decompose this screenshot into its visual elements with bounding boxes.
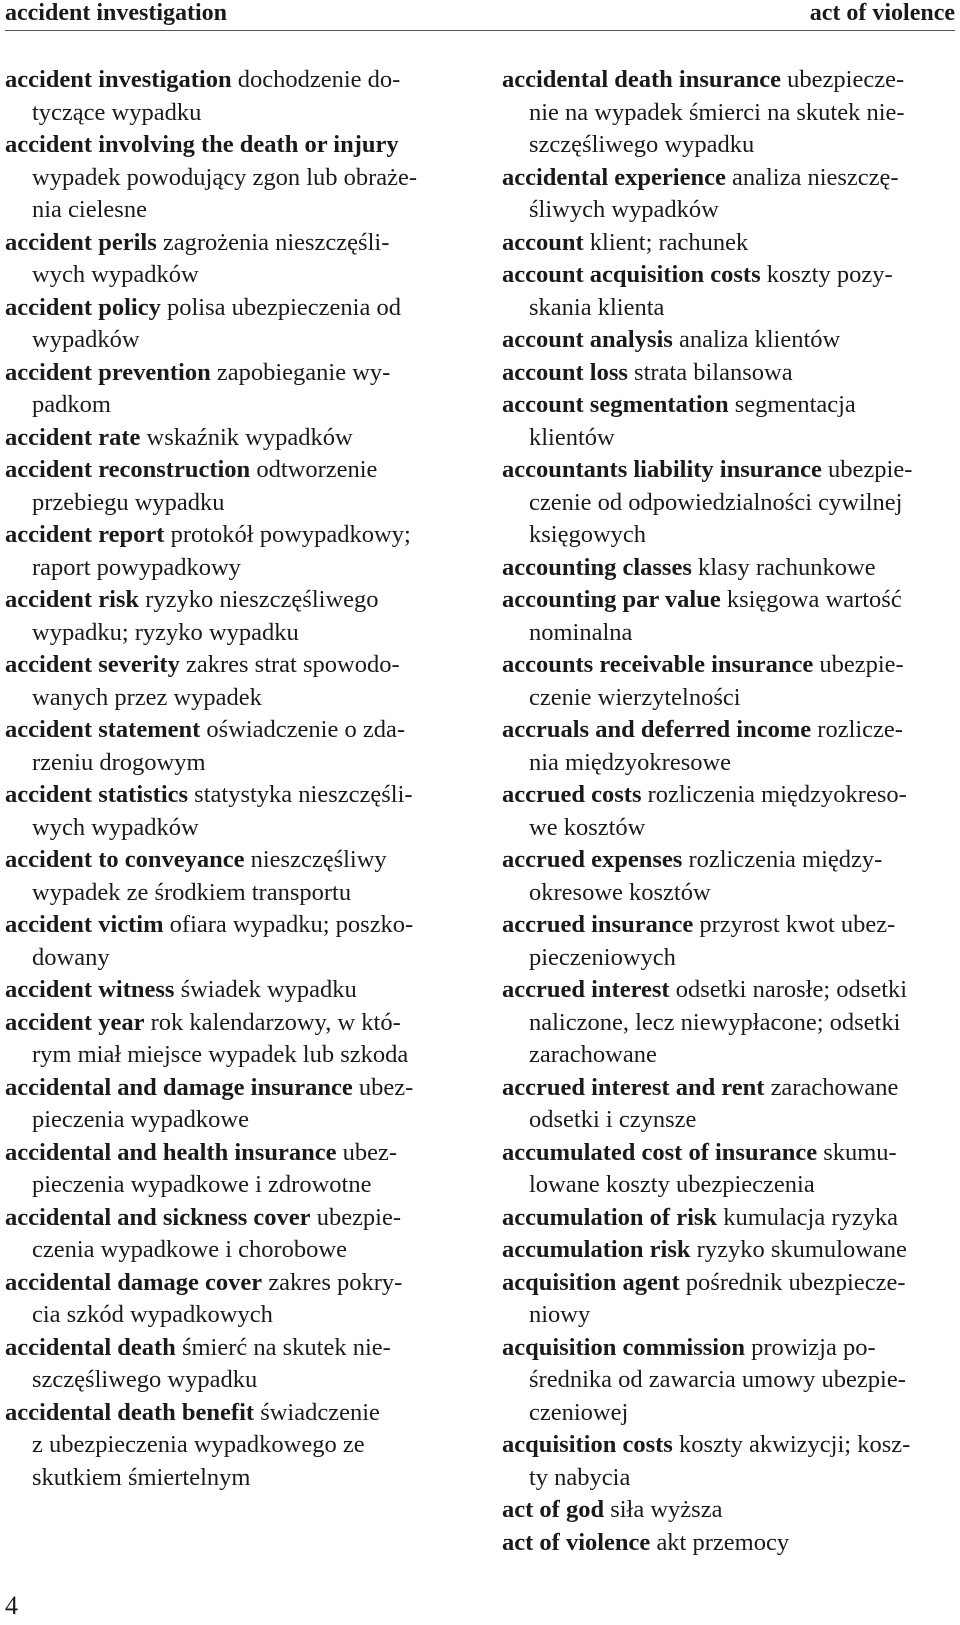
entry-definition: statystyka nieszczęśli- wych wypadków xyxy=(32,781,413,841)
dictionary-entry xyxy=(5,1267,450,1332)
dictionary-entry xyxy=(502,1332,954,1430)
dictionary-entry xyxy=(502,714,954,779)
entry-definition: analiza nieszczę- śliwych wypadków xyxy=(529,163,899,223)
entry-definition: zarachowane odsetki i czynsze xyxy=(529,1073,899,1133)
entry-term: accumulation of risk xyxy=(502,1203,718,1231)
dictionary-entry xyxy=(502,357,954,390)
entry-term: accrued interest xyxy=(502,976,670,1003)
dictionary-entry xyxy=(502,974,954,1072)
entry-definition: prowizja po- średnika od zawarcia umowy ubezpie- czeniowej xyxy=(529,1333,906,1426)
entry-definition: strata bilansowa xyxy=(627,358,793,386)
entry-term: accidental death benefit xyxy=(5,1398,255,1426)
header-first-entry: accident investigation xyxy=(5,0,227,26)
entry-definition: rozliczenia między- okresowe kosztów xyxy=(529,846,883,906)
dictionary-entry xyxy=(5,357,450,422)
entry-definition: księgowa wartość nominalna xyxy=(529,586,902,646)
dictionary-entry xyxy=(5,844,450,909)
entry-term: accident involving the death or injury xyxy=(5,131,399,158)
entry-term: accounts receivable insurance xyxy=(502,651,814,678)
dictionary-entry xyxy=(502,1527,954,1560)
dictionary-entry xyxy=(5,422,450,455)
entry-term: accident year xyxy=(5,1008,145,1036)
dictionary-entry xyxy=(502,324,954,357)
entry-term: accident victim xyxy=(5,911,164,938)
dictionary-entry xyxy=(502,227,954,260)
entry-definition: protokół powypadkowy; raport powypadkowy xyxy=(32,521,411,581)
entry-term: accident statement xyxy=(5,716,201,743)
entry-definition: świadczenie z ubezpieczenia wypadkowego ze skutkiem śmiertelnym xyxy=(32,1398,380,1491)
entry-definition: ubezpie- czenie od odpowiedzialności cywilnej księgowych xyxy=(529,456,913,548)
entry-definition: skumu- lowane koszty ubezpieczenia xyxy=(529,1138,897,1198)
entry-term: acquisition costs xyxy=(502,1431,673,1458)
dictionary-entry xyxy=(5,584,450,649)
entry-term: act of violence xyxy=(502,1528,651,1556)
dictionary-entry xyxy=(5,519,450,584)
dictionary-entry xyxy=(5,292,450,357)
entry-term: accumulation risk xyxy=(502,1236,691,1263)
right-column xyxy=(502,64,954,1559)
entry-definition: ryzyko skumulowane xyxy=(690,1236,907,1263)
entry-term: accountants liability insurance xyxy=(502,456,822,483)
entry-term: account xyxy=(502,228,584,256)
entry-term: accident report xyxy=(5,521,165,548)
entry-definition: siła wyższa xyxy=(604,1496,723,1523)
dictionary-entry xyxy=(502,162,954,227)
dictionary-entry xyxy=(5,1007,450,1072)
entry-term: account loss xyxy=(502,358,628,386)
entry-definition: klasy rachunkowe xyxy=(691,553,876,581)
entry-definition: kumulacja ryzyka xyxy=(717,1203,899,1231)
dictionary-entry xyxy=(502,1202,954,1235)
dictionary-entry xyxy=(5,1072,450,1137)
entry-definition: rozliczenia międzyokreso- we kosztów xyxy=(529,781,907,841)
entry-definition: ubezpiecze- nie na wypadek śmierci na skutek nie- szczęśliwego wypadku xyxy=(529,66,905,158)
entry-term: account acquisition costs xyxy=(502,261,761,288)
left-column xyxy=(5,64,450,1494)
entry-definition: zapobieganie wy- padkom xyxy=(32,358,391,418)
entry-definition: świadek wypadku xyxy=(174,976,357,1003)
dictionary-entry xyxy=(502,1267,954,1332)
entry-definition: oświadczenie o zda- rzeniu drogowym xyxy=(32,716,406,776)
entry-term: accidental and sickness cover xyxy=(5,1203,311,1231)
entry-term: accident prevention xyxy=(5,358,211,386)
entry-definition: ryzyko nieszczęśliwego wypadku; ryzyko wypadku xyxy=(32,586,379,646)
entry-definition: koszty akwizycji; kosz- ty nabycia xyxy=(529,1431,911,1491)
dictionary-entry xyxy=(502,454,954,552)
entry-term: accident reconstruction xyxy=(5,456,251,483)
dictionary-entry xyxy=(502,389,954,454)
entry-definition: rozlicze- nia międzyokresowe xyxy=(529,716,903,776)
running-header xyxy=(5,0,955,31)
dictionary-entry xyxy=(502,584,954,649)
entry-term: accident severity xyxy=(5,651,180,678)
entry-definition: odsetki narosłe; odsetki naliczone, lecz niewypłacone; odsetki zarachowane xyxy=(529,976,908,1068)
entry-term: accrued costs xyxy=(502,781,642,808)
entry-term: account analysis xyxy=(502,326,673,353)
entry-term: act of god xyxy=(502,1496,605,1523)
dictionary-entry xyxy=(502,1234,954,1267)
dictionary-entry xyxy=(5,129,450,227)
entry-term: accidental death xyxy=(5,1333,176,1361)
dictionary-entry xyxy=(502,1137,954,1202)
dictionary-entry xyxy=(502,844,954,909)
entry-term: accidental experience xyxy=(502,163,726,191)
entry-definition: odtworzenie przebiegu wypadku xyxy=(32,456,378,516)
dictionary-entry xyxy=(5,227,450,292)
entry-term: accident perils xyxy=(5,228,157,256)
entry-definition: przyrost kwot ubez- pieczeniowych xyxy=(529,911,896,971)
dictionary-entry xyxy=(5,649,450,714)
dictionary-entry xyxy=(502,1494,954,1527)
entry-term: accident risk xyxy=(5,586,140,613)
entry-definition: rok kalendarzowy, w któ- rym miał miejsce wypadek lub szkoda xyxy=(32,1008,409,1068)
entry-term: accrued interest and rent xyxy=(502,1073,765,1101)
entry-term: accidental and damage insurance xyxy=(5,1073,353,1101)
entry-term: account segmentation xyxy=(502,391,729,418)
dictionary-entry xyxy=(5,909,450,974)
entry-term: accident to conveyance xyxy=(5,846,245,873)
dictionary-entry xyxy=(5,1332,450,1397)
dictionary-entry xyxy=(502,649,954,714)
entry-term: accident statistics xyxy=(5,781,189,808)
dictionary-entry xyxy=(5,454,450,519)
dictionary-entry xyxy=(502,779,954,844)
entry-term: accrued insurance xyxy=(502,911,694,938)
entry-term: accident policy xyxy=(5,293,161,321)
dictionary-entry xyxy=(5,1397,450,1495)
entry-term: accidental and health insurance xyxy=(5,1138,337,1166)
dictionary-entry xyxy=(5,779,450,844)
dictionary-entry xyxy=(502,259,954,324)
entry-definition: zagrożenia nieszczęśli- wych wypadków xyxy=(32,228,390,288)
entry-definition: klient; rachunek xyxy=(583,228,749,256)
entry-definition: ubezpie- czenia wypadkowe i chorobowe xyxy=(32,1203,402,1263)
entry-term: accidental damage cover xyxy=(5,1268,263,1296)
entry-definition: ubezpie- czenie wierzytelności xyxy=(529,651,904,711)
entry-definition: ubez- pieczenia wypadkowe i zdrowotne xyxy=(32,1138,398,1198)
entry-definition: zakres pokry- cia szkód wypadkowych xyxy=(32,1268,403,1328)
entry-definition: wskaźnik wypadków xyxy=(140,423,353,451)
entry-term: acquisition agent xyxy=(502,1268,680,1296)
entry-definition: zakres strat spowodo- wanych przez wypadek xyxy=(32,651,400,711)
entry-definition: segmentacja klientów xyxy=(529,391,856,451)
entry-definition: śmierć na skutek nie- szczęśliwego wypadku xyxy=(32,1333,391,1393)
entry-term: accidental death insurance xyxy=(502,66,782,93)
dictionary-entry xyxy=(5,1137,450,1202)
entry-term: accident investigation xyxy=(5,66,232,93)
entry-definition: ubez- pieczenia wypadkowe xyxy=(32,1073,414,1133)
entry-term: accident witness xyxy=(5,976,175,1003)
entry-definition: dochodzenie do- tyczące wypadku xyxy=(32,66,401,126)
dictionary-entry xyxy=(502,64,954,162)
entry-term: accumulated cost of insurance xyxy=(502,1138,818,1166)
dictionary-entry xyxy=(5,974,450,1007)
entry-definition: polisa ubezpieczenia od wypadków xyxy=(32,293,401,353)
entry-definition: ofiara wypadku; poszko- dowany xyxy=(32,911,414,971)
entry-term: accounting par value xyxy=(502,586,721,613)
dictionary-entry xyxy=(502,1429,954,1494)
entry-term: accounting classes xyxy=(502,553,692,581)
dictionary-entry xyxy=(5,714,450,779)
dictionary-entry xyxy=(502,909,954,974)
entry-definition: analiza klientów xyxy=(672,326,841,353)
header-last-entry: act of violence xyxy=(809,0,955,26)
entry-definition: koszty pozy- skania klienta xyxy=(529,261,893,321)
dictionary-entry xyxy=(5,64,450,129)
entry-term: accident rate xyxy=(5,423,141,451)
dictionary-entry xyxy=(502,552,954,585)
page-number: 4 xyxy=(5,1591,18,1620)
entry-term: accrued expenses xyxy=(502,846,683,873)
entry-definition: wypadek powodujący zgon lub obraże- nia cielesne xyxy=(32,163,418,223)
entry-definition: akt przemocy xyxy=(650,1528,790,1556)
entry-definition: pośrednik ubezpiecze- niowy xyxy=(529,1268,906,1328)
entry-term: accruals and deferred income xyxy=(502,716,812,743)
dictionary-entry xyxy=(5,1202,450,1267)
entry-term: acquisition commission xyxy=(502,1333,745,1361)
dictionary-entry xyxy=(502,1072,954,1137)
entry-definition: nieszczęśliwy wypadek ze środkiem transportu xyxy=(32,846,387,906)
